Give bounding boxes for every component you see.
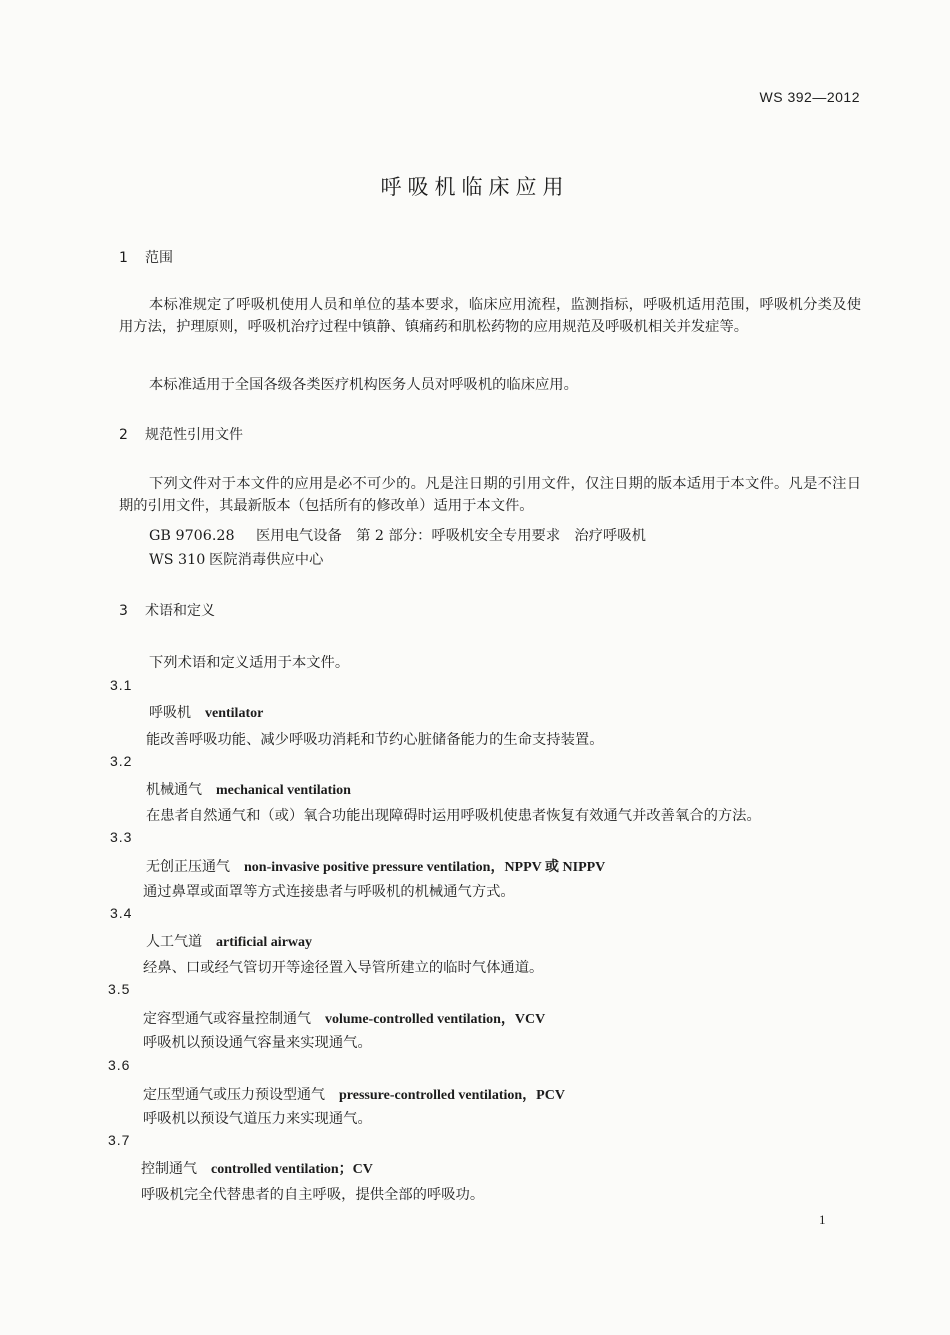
term-chinese: 无创正压通气 — [146, 859, 230, 875]
clause-number: 3.2 — [110, 753, 133, 769]
reference-item — [149, 525, 646, 545]
term-entry — [146, 779, 351, 799]
term-english: mechanical ventilation — [216, 783, 351, 798]
term-english: controlled ventilation；CV — [211, 1162, 373, 1177]
clause-number: 3.7 — [108, 1132, 131, 1148]
reference-title: 医院消毒供应中心 — [209, 552, 324, 568]
section-1-heading — [119, 247, 173, 267]
reference-title: 医用电气设备 第 2 部分：呼吸机安全专用要求 治疗呼吸机 — [256, 528, 646, 544]
section-3-heading — [119, 600, 215, 620]
term-definition: 经鼻、口或经气管切开等途径置入导管所建立的临时气体通道。 — [143, 960, 544, 976]
term-english: artificial airway — [216, 935, 313, 950]
term-chinese: 控制通气 — [141, 1161, 197, 1177]
reference-item — [149, 549, 323, 569]
clause-number: 3.1 — [110, 677, 133, 693]
reference-code: WS 310 — [149, 552, 206, 568]
section-number: 1 — [119, 250, 128, 266]
section-title: 规范性引用文件 — [145, 427, 243, 443]
scope-paragraph-2: 本标准适用于全国各级各类医疗机构医务人员对呼吸机的临床应用。 — [149, 377, 578, 393]
term-chinese: 机械通气 — [146, 782, 202, 798]
document-title: 呼吸机临床应用 — [380, 175, 570, 199]
term-english: pressure-controlled ventilation，PCV — [339, 1088, 565, 1103]
clause-number: 3.5 — [108, 981, 131, 997]
term-definition: 能改善呼吸功能、减少呼吸功消耗和节约心脏储备能力的生命支持装置。 — [146, 732, 604, 748]
term-chinese: 定容型通气或容量控制通气 — [143, 1011, 311, 1027]
term-entry — [143, 1008, 545, 1028]
term-entry — [146, 856, 605, 876]
term-definition: 在患者自然通气和（或）氧合功能出现障碍时运用呼吸机使患者恢复有效通气并改善氧合的方法。 — [146, 808, 761, 824]
section-2-heading — [119, 424, 243, 444]
section-title: 术语和定义 — [145, 603, 215, 619]
term-definition: 通过鼻罩或面罩等方式连接患者与呼吸机的机械通气方式。 — [143, 884, 515, 900]
section-title: 范围 — [145, 250, 173, 266]
term-chinese: 定压型通气或压力预设型通气 — [143, 1087, 325, 1103]
clause-number: 3.6 — [108, 1057, 131, 1073]
normative-references-intro: 下列文件对于本文件的应用是必不可少的。凡是注日期的引用文件，仅注日期的版本适用于本文件。凡是不注日期的引用文件，其最新版本（包括所有的修改单）适用于本文件。 — [119, 476, 861, 514]
section-number: 3 — [119, 603, 128, 619]
term-entry — [141, 1158, 373, 1178]
term-chinese: 人工气道 — [146, 934, 202, 950]
clause-number: 3.4 — [110, 905, 133, 921]
term-entry — [149, 702, 263, 722]
term-english: volume-controlled ventilation，VCV — [325, 1012, 546, 1027]
term-english: ventilator — [205, 706, 264, 721]
page-number: 1 — [819, 1212, 826, 1227]
term-entry — [146, 931, 312, 951]
section-number: 2 — [119, 427, 128, 443]
term-english: non-invasive positive pressure ventilation，NPPV 或 NIPPV — [244, 860, 606, 875]
scope-paragraph-1: 本标准规定了呼吸机使用人员和单位的基本要求，临床应用流程，监测指标，呼吸机适用范围，呼吸机分类及使用方法，护理原则，呼吸机治疗过程中镇静、镇痛药和肌松药物的应用规范及呼吸机相关并发症等。 — [119, 297, 861, 335]
terms-intro: 下列术语和定义适用于本文件。 — [149, 655, 350, 671]
clause-number: 3.3 — [110, 829, 133, 845]
standard-code: WS 392—2012 — [759, 89, 860, 105]
term-definition: 呼吸机以预设通气容量来实现通气。 — [143, 1035, 372, 1051]
term-chinese: 呼吸机 — [149, 705, 191, 721]
term-definition: 呼吸机完全代替患者的自主呼吸，提供全部的呼吸功。 — [141, 1187, 485, 1203]
term-entry — [143, 1084, 565, 1104]
term-definition: 呼吸机以预设气道压力来实现通气。 — [143, 1111, 372, 1127]
reference-code: GB 9706.28 — [149, 528, 235, 544]
